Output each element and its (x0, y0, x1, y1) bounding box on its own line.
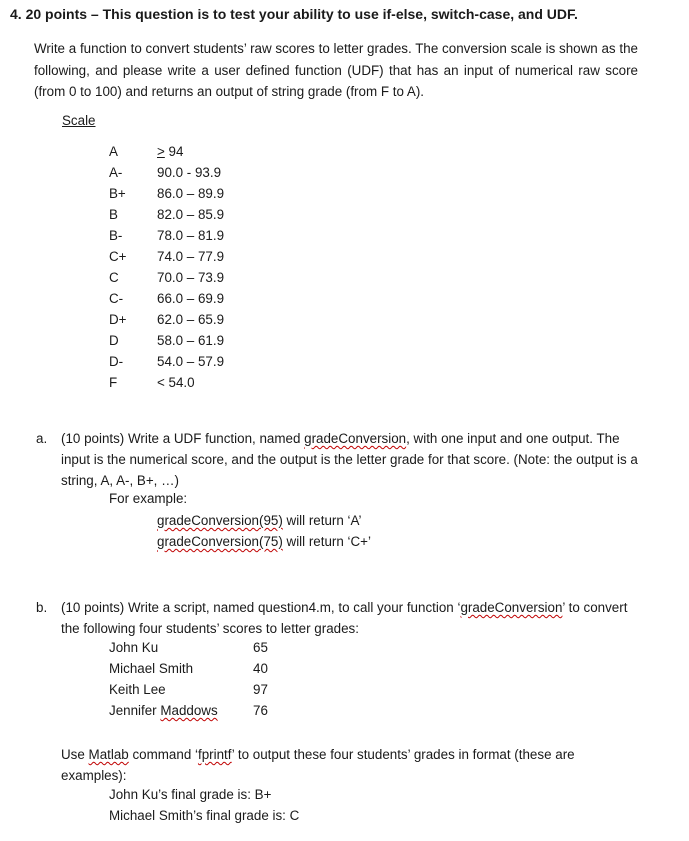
scale-range: > 94 (157, 144, 184, 159)
scale-grade: D (109, 333, 119, 348)
scale-range: 70.0 – 73.9 (157, 270, 225, 285)
part-b-label: b. (36, 600, 48, 615)
scale-grade: B (109, 207, 118, 222)
scale-range: 58.0 – 61.9 (157, 333, 225, 348)
student-name: John Ku (109, 640, 159, 655)
scale-range: 78.0 – 81.9 (157, 228, 225, 243)
scale-grade: D+ (109, 312, 127, 327)
matlab-word: Matlab (88, 747, 129, 762)
student-score: 97 (253, 682, 268, 697)
scale-range: < 54.0 (157, 375, 195, 390)
student-name: Jennifer Maddows (109, 703, 218, 718)
scale-grade: A (109, 144, 118, 159)
example-2-code: gradeConversion(75) (157, 534, 283, 549)
student-score: 76 (253, 703, 268, 718)
scale-range: 82.0 – 85.9 (157, 207, 225, 222)
function-name: gradeConversion (460, 600, 563, 615)
scale-range: 62.0 – 65.9 (157, 312, 225, 327)
ge-symbol: > (157, 144, 165, 159)
part-b-text: (10 points) Write a script, named question4.m, to call your function ‘gradeConversion’ to convert the following four students’ scores to letter grades: (61, 600, 628, 636)
scale-grade: D- (109, 354, 124, 369)
example-1: gradeConversion(95) will return ‘A’ (157, 513, 362, 528)
fprintf-instruction: Use Matlab command ‘fprintf’ to output these four students’ grades in format (these are examples): (61, 747, 575, 783)
scale-grade: C- (109, 291, 124, 306)
scale-grade: B- (109, 228, 123, 243)
scale-range: 54.0 – 57.9 (157, 354, 225, 369)
student-name: Keith Lee (109, 682, 166, 697)
scale-grade: B+ (109, 186, 126, 201)
part-b (36, 597, 646, 639)
function-name: gradeConversion (304, 431, 407, 446)
output-example-2: Michael Smith’s final grade is: C (109, 808, 300, 823)
part-a-label: a. (36, 431, 48, 446)
question-intro: Write a function to convert students’ raw scores to letter grades. The conversion scale is shown as the following, and please write a user defined function (UDF) that has an input of numerical raw score (from 0 to 100) and returns an output of string grade (from F to A). (34, 41, 638, 99)
example-1-code: gradeConversion(95) (157, 513, 283, 528)
output-example-1: John Ku’s final grade is: B+ (109, 787, 272, 802)
student-name: Michael Smith (109, 661, 194, 676)
student-score: 65 (253, 640, 268, 655)
scale-range: 66.0 – 69.9 (157, 291, 225, 306)
scale-grade: C (109, 270, 119, 285)
question-title: 4. 20 points – This question is to test your ability to use if-else, switch-case, and UDF. (10, 6, 578, 22)
scale-heading: Scale (62, 113, 96, 128)
fprintf-word: fprintf (197, 747, 232, 762)
scale-range: 86.0 – 89.9 (157, 186, 225, 201)
scale-grade: C+ (109, 249, 127, 264)
student-score: 40 (253, 661, 268, 676)
example-2: gradeConversion(75) will return ‘C+’ (157, 534, 371, 549)
scale-range: 74.0 – 77.9 (157, 249, 225, 264)
part-a (36, 428, 646, 491)
scale-grade: F (109, 375, 118, 390)
scale-grade: A- (109, 165, 123, 180)
part-a-text: (10 points) Write a UDF function, named gradeConversion, with one input and one output. The input is the numerical score, and the output is the letter grade for that score. (Note: the output is a string, A, A-, B+, …) (61, 431, 638, 488)
scale-range: 90.0 - 93.9 (157, 165, 222, 180)
for-example-label: For example: (109, 491, 188, 506)
